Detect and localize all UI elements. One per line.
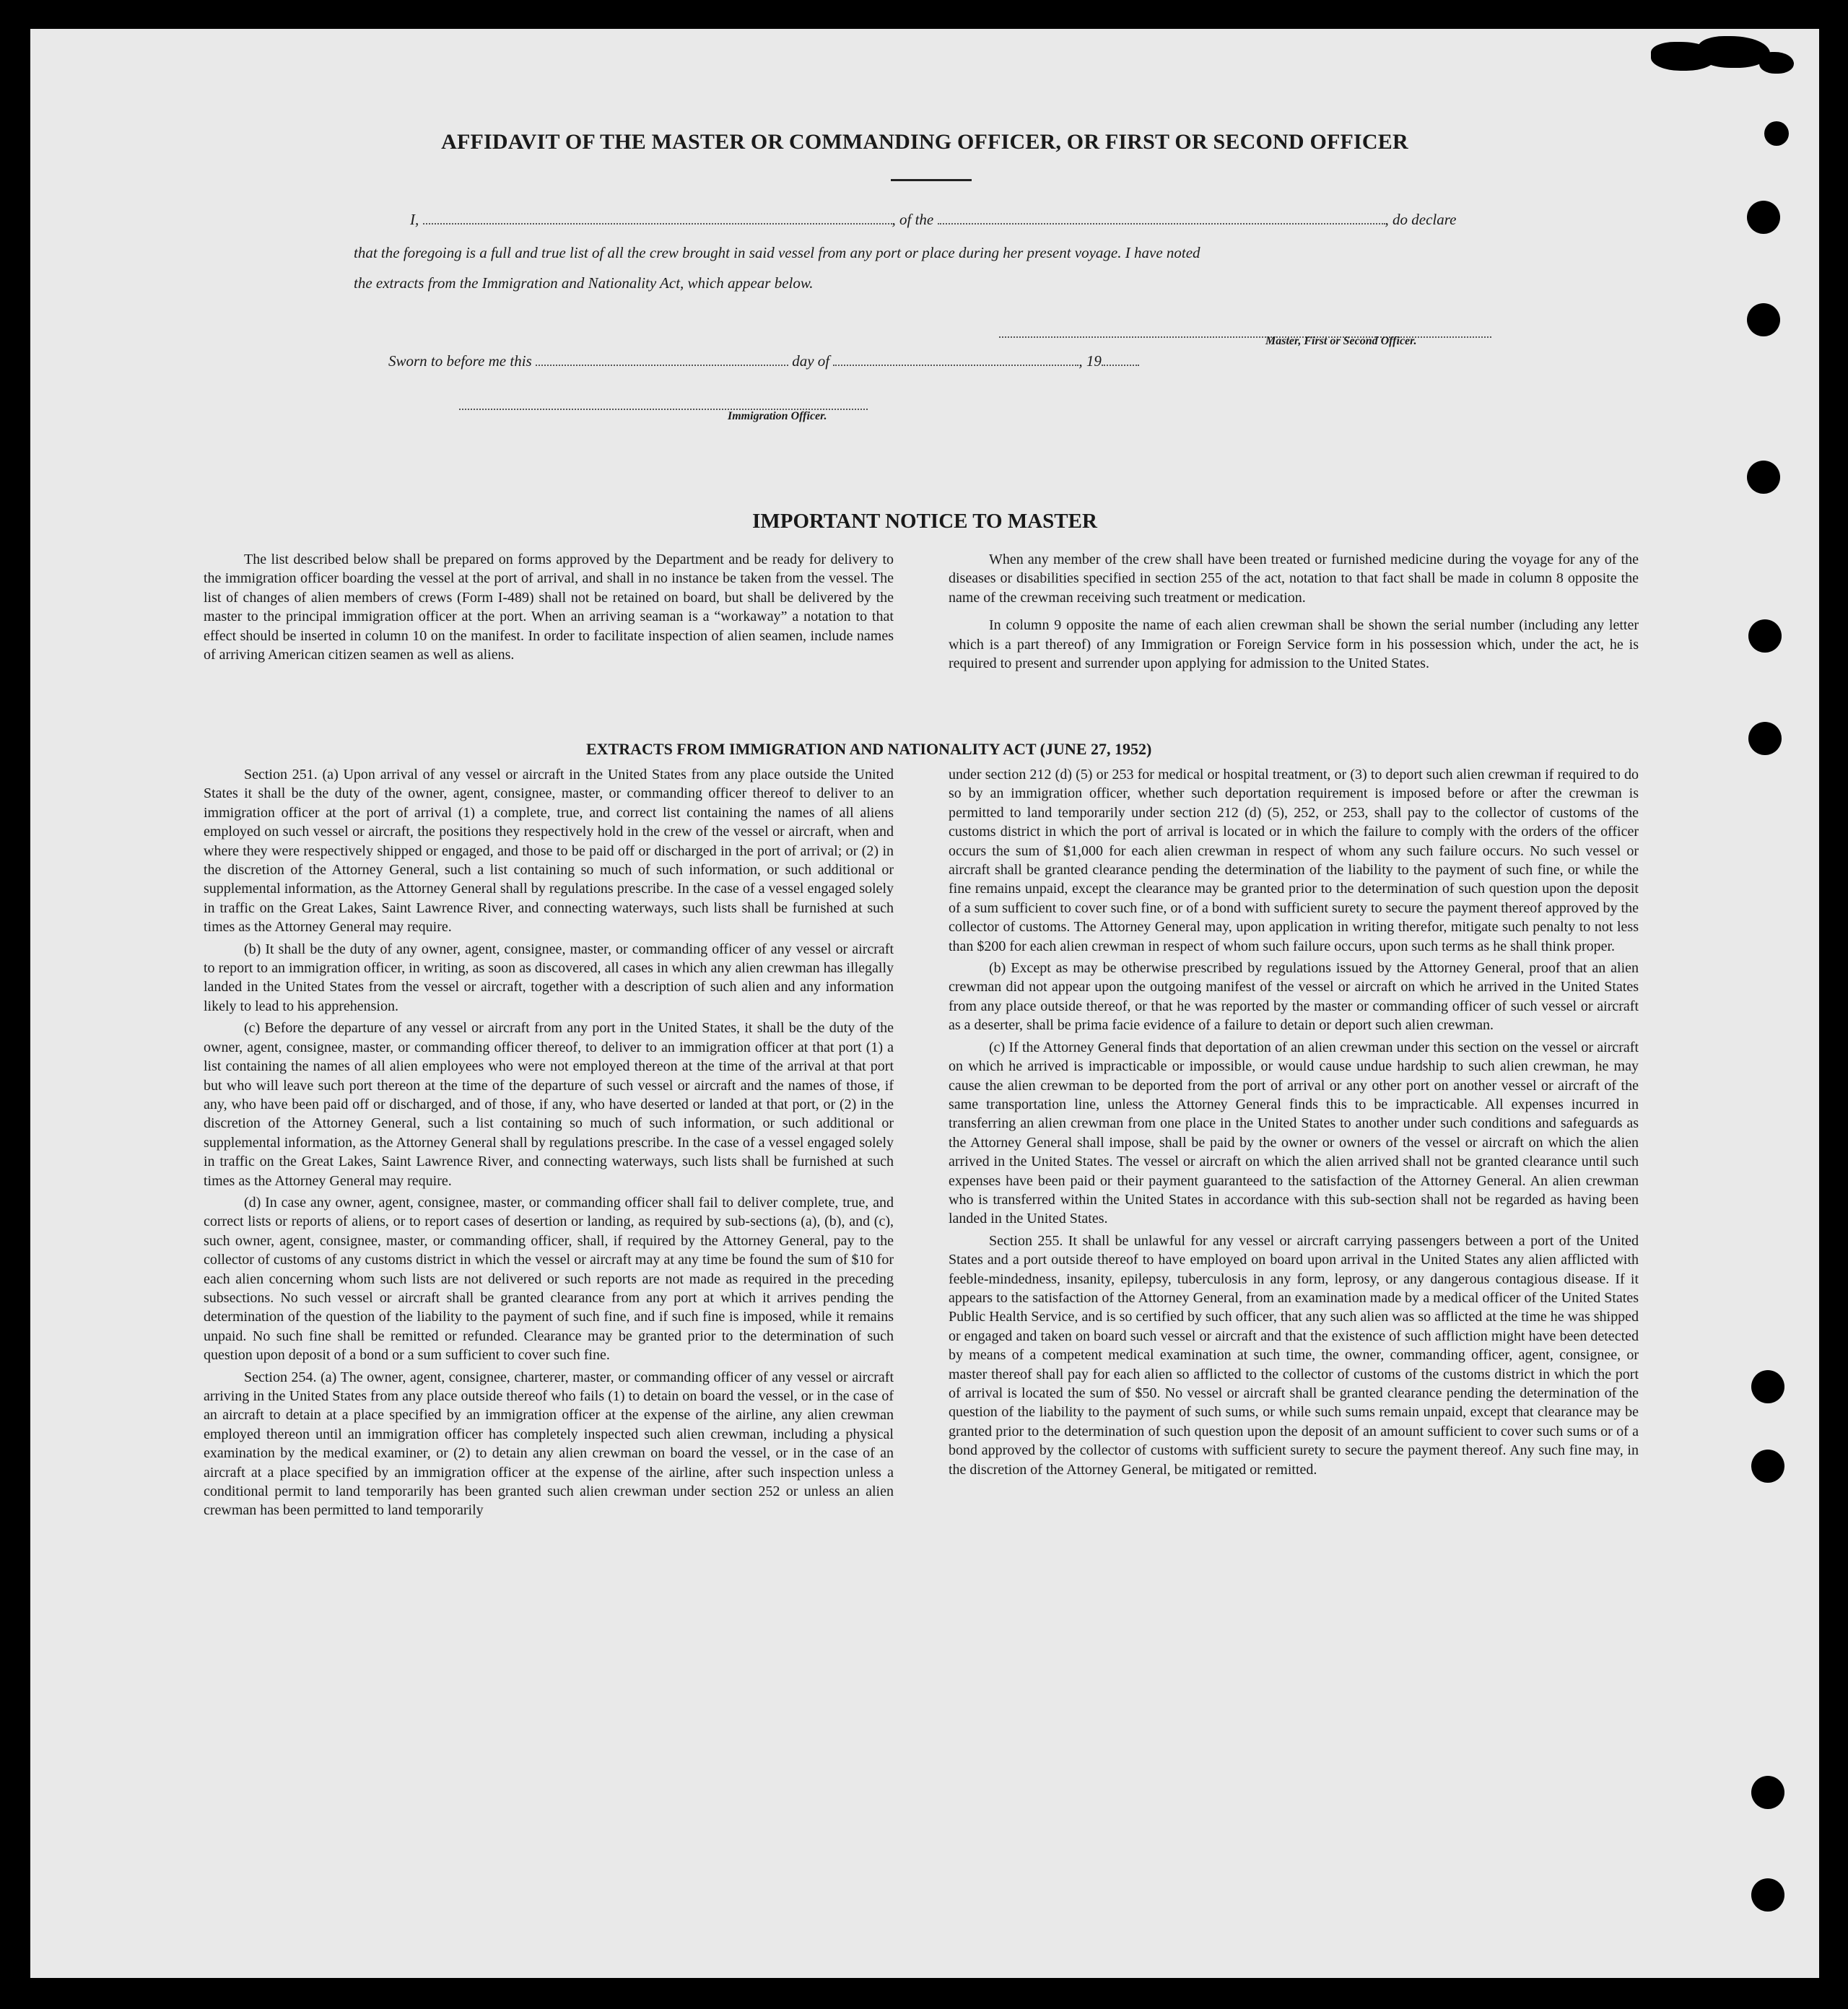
punch-hole bbox=[1751, 1776, 1784, 1809]
affidavit-title: AFFIDAVIT OF THE MASTER OR COMMANDING OFFICER, OR FIRST OR SECOND OFFICER bbox=[441, 130, 1408, 154]
punch-hole bbox=[1748, 619, 1782, 653]
section-paragraph: Section 251. (a) Upon arrival of any vessel or aircraft in the United States from any place outside the United States it shall be the duty of the owner, agent, consignee, master, or commanding officer thereof to deliver to an immigration officer at the port of arrival (1) a complete, true, and correct list containing the names of all aliens employed on such vessel or aircraft, the positions they respectively hold in the crew of the vessel or aircraft, when and where they were respectively shipped or engaged, and those to be paid off or discharged in the port of arrival; or (2) in the discretion of the Attorney General, such a list containing so much of such information, or such additional or supplemental information, as the Attorney General shall by regulations prescribe. In the case of a vessel engaged solely in traffic on the Great Lakes, Saint Lawrence River, and connecting waterways, such lists shall be furnished at such times as the Attorney General may require. bbox=[204, 767, 894, 936]
section-paragraph: under section 212 (d) (5) or 253 for medical or hospital treatment, or (3) to deport such alien crewman if required to do so by an immigration officer, whether such deportation requirement is imposed before or after the crewman is permitted to land temporarily under section 212 (d) (5), 252, or 253, shall pay to the collector of customs of the customs district in which the port of arrival is located or in which the failure to comply with the orders of the officer occurs the sum of $1,000 for each alien crewman in respect of whom any such failure occurs. No such vessel or aircraft shall be granted clearance pending the determination of the liability to the payment of such fine, or while the fine remains unpaid, except the clearance may be granted prior to the determination of such question upon the deposit of a sum sufficient to cover such fine, or of a bond with sufficient surety to secure the payment thereof approved by the collector of customs. The Attorney General may, upon application in writing therefor, mitigate such penalty to not less than $200 for each alien crewman in respect of whom such failure occurs, upon such terms as he shall think proper. bbox=[949, 767, 1639, 954]
torn-corner bbox=[1759, 52, 1794, 74]
do-declare-label: , do declare bbox=[1385, 211, 1457, 228]
declaration-text-1: that the foregoing is a full and true list of all the crew brought in said vessel from any port or place during her present voyage. I have noted bbox=[354, 244, 1200, 261]
punch-hole bbox=[1751, 1370, 1784, 1403]
punch-hole bbox=[1751, 1450, 1784, 1483]
section-paragraph: Section 255. It shall be unlawful for any vessel or aircraft carrying passengers between a port of the United States and a port outside thereof to have employed on board upon arrival in the United States any alien afflicted with feeble-mindedness, insanity, epilepsy, tuberculosis in any form, leprosy, or any dangerous contagious disease. If it appears to the satisfaction of the Attorney General, from an examination made by a medical officer of the United States Public Health Service, and is so certified by such officer, that any such alien was so afflicted at the time he was shipped or engaged and taken on board such vessel or aircraft and that the existence of such affliction might have been detected by means of a competent medical examination at such time, the owner, commanding officer, agent, consignee, or master thereof shall pay for each alien so afflicted to the collector of customs of the customs district in which the port of arrival is located the sum of $50. No vessel or aircraft shall be granted clearance pending the determination of the question of the liability to the payment of such sums, or while such sums remain unpaid, except that clearance may be granted prior to the determination of such question upon the deposit of an amount sufficient to cover such sums or of a bond approved by the collector of customs with sufficient surety to secure the payment thereof. Any such fine may, in the discretion of the Attorney General, be mitigated or remitted. bbox=[949, 1232, 1639, 1478]
punch-hole bbox=[1751, 1878, 1784, 1912]
extracts-right-column bbox=[949, 765, 1639, 1482]
punch-hole bbox=[1747, 303, 1780, 336]
of-the-label: , of the bbox=[892, 211, 934, 228]
i-label: I, bbox=[410, 211, 419, 228]
declaration-line bbox=[410, 211, 1456, 229]
section-paragraph: Section 254. (a) The owner, agent, consignee, charterer, master, or commanding officer of any vessel or aircraft arriving in the United States from any place outside thereof who fails (1) to detain on board the vessel, or in the case of an aircraft to detain at a place specified by an immigration officer at the expense of the airline, any alien crewman employed thereon until an immigration officer has completely inspected such alien crewman, including a physical examination by the medical examiner, or (2) to detain any alien crewman on board the vessel, or in the case of an aircraft at a place specified by an immigration officer at the expense of the airline, after such inspection unless a conditional permit to land temporarily has been granted such alien crewman under section 252 or unless an alien crewman has been permitted to land temporarily bbox=[204, 1369, 894, 1519]
section-paragraph: (b) Except as may be otherwise prescribed by regulations issued by the Attorney General, proof that an alien crewman did not appear upon the outgoing manifest of the vessel or aircraft on which he arrived in the United States from any place outside thereof, or that he was reported by the master or commanding officer of such vessel or aircraft as a deserter, shall be prima facie evidence of a failure to detain or deport such alien crewman. bbox=[949, 960, 1639, 1034]
section-paragraph: (c) Before the departure of any vessel or aircraft from any port in the United States, it shall be the duty of the owner, agent, consignee, master, or commanding officer thereof, to deliver to an immigration officer at that port (1) a list containing the names of all alien employees who were not employed thereon at the time of the arrival at that port but who will leave such port thereon at the time of the departure of such vessel or aircraft and the names of those, if any, who have been paid off or discharged, and of those, if any, who have deserted or landed at that port, or (2) in the discretion of the Attorney General, such a list containing so much of such information, or such additional or supplemental information, as the Attorney General shall by regulations prescribe. In the case of a vessel engaged solely in traffic on the Great Lakes, Saint Lawrence River, and connecting waterways, such lists shall be furnished at such times as the Attorney General may require. bbox=[204, 1020, 894, 1189]
punch-hole bbox=[1747, 201, 1780, 234]
notice-right-column bbox=[949, 550, 1639, 676]
extracts-heading: EXTRACTS FROM IMMIGRATION AND NATIONALITY ACT (JUNE 27, 1952) bbox=[586, 740, 1152, 758]
section-paragraph: (b) It shall be the duty of any owner, agent, consignee, master, or commanding officer of any vessel or aircraft to report to an immigration officer, in writing, as soon as discovered, all cases in which any alien crewman has illegally landed in the United States from the vessel or aircraft, together with a description of such alien and any information likely to lead to his apprehension. bbox=[204, 941, 894, 1014]
punch-hole bbox=[1747, 461, 1780, 494]
punch-hole bbox=[1748, 722, 1782, 755]
immigration-officer-blank[interactable] bbox=[459, 398, 868, 410]
year-label: , 19 bbox=[1078, 352, 1102, 370]
sworn-line bbox=[388, 352, 1139, 370]
sworn-label: Sworn to before me this bbox=[388, 352, 532, 370]
day-of-label: day of bbox=[792, 352, 830, 370]
notice-paragraph: When any member of the crew shall have been treated or furnished medicine during the voyage for any of the diseases or disabilities specified in section 255 of the act, notation to that fact shall be made in column 8 opposite the name of the crewman receiving such treatment or medication. bbox=[949, 552, 1639, 606]
immigration-officer-label: Immigration Officer. bbox=[728, 410, 827, 422]
section-paragraph: (d) In case any owner, agent, consignee, master, or commanding officer shall fail to deliver complete, true, and correct lists or reports of aliens, or to report cases of desertion or landing, as required by sub-sections (a), (b), and (c), such owner, agent, consignee, master, or commanding officer, shall, if required by the Attorney General, pay to the collector of customs of any customs district in which the vessel or aircraft may at any time be found the sum of $10 for each alien concerning whom such lists are not delivered or such reports are not made as required in the preceding subsections. No such vessel or aircraft shall be granted clearance from any port at which it arrives pending the determination of the question of the liability to the payment of such fine, and if such fine is imposed, while it remains unpaid. No such fine shall be remitted or refunded. Clearance may be granted prior to the determination of such question upon deposit of a bond or a sum sufficient to cover such fine. bbox=[204, 1194, 894, 1364]
notice-heading: IMPORTANT NOTICE TO MASTER bbox=[752, 510, 1097, 533]
master-signature-label: Master, First or Second Officer. bbox=[1265, 335, 1417, 347]
name-blank[interactable] bbox=[423, 213, 892, 225]
master-signature-blank[interactable] bbox=[999, 326, 1491, 338]
declaration-text-2: the extracts from the Immigration and Nationality Act, which appear below. bbox=[354, 274, 814, 292]
notice-paragraph: The list described below shall be prepared on forms approved by the Department and be ready for delivery to the immigration officer boarding the vessel at the port of arrival, and shall in no instance be taken from the vessel. The list of changes of alien members of crews (Form I-489) shall not be retained on board, but shall be delivered by the master to the principal immigration officer at the port. When an arriving seaman is a “workaway” a notation to that effect should be inserted in column 10 on the manifest. In order to facilitate inspection of alien seamen, include names of arriving American citizen seamen as well as aliens. bbox=[204, 552, 894, 663]
title-rule bbox=[891, 179, 972, 181]
extracts-left-column bbox=[204, 765, 894, 1523]
notice-left-column bbox=[204, 550, 894, 667]
sworn-year-blank[interactable] bbox=[1102, 354, 1139, 366]
notice-paragraph: In column 9 opposite the name of each alien crewman shall be shown the serial number (including any letter which is a part thereof) of any Immigration or Foreign Service form in his possession which, under the act, he is required to present and surrender upon applying for admission to the United States. bbox=[949, 617, 1639, 672]
form-page bbox=[30, 29, 1819, 1978]
section-paragraph: (c) If the Attorney General finds that deportation of an alien crewman under this section on the vessel or aircraft on which he arrived is impracticable or impossible, or would cause undue hardship to such alien crewman, he may cause the alien crewman to be deported from the port of arrival or any other port on another vessel or aircraft of the same transportation line, unless the Attorney General finds this to be impracticable. All expenses incurred in transferring an alien crewman from one place in the United States to another under such conditions and safeguards as the Attorney General shall impose, shall be paid by the owner or owners of the vessel or aircraft on which the alien arrived in the United States. The vessel or aircraft on which the alien arrived shall not be granted clearance until such expenses have been paid or their payment guaranteed to the satisfaction of the Attorney General. An alien crewman who is transferred within the United States in accordance with this sub-section shall not be regarded as having been landed in the United States. bbox=[949, 1039, 1639, 1227]
vessel-blank[interactable] bbox=[938, 213, 1385, 225]
sworn-month-blank[interactable] bbox=[833, 354, 1078, 366]
sworn-day-blank[interactable] bbox=[536, 354, 788, 366]
